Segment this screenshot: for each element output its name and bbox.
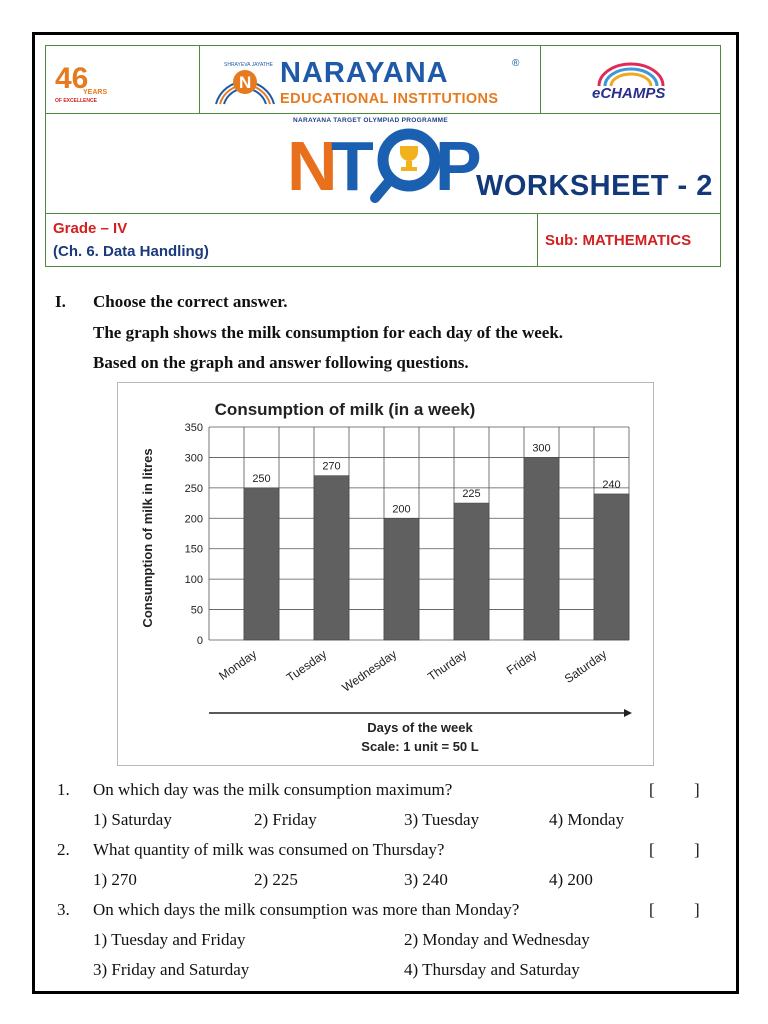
y-tick-label: 150: [184, 543, 203, 556]
answer-option: 1) Saturday: [93, 810, 172, 829]
bar-value-label: 200: [392, 503, 411, 516]
header-divider-top: [45, 113, 721, 114]
chapter-label: (Ch. 6. Data Handling): [53, 243, 209, 260]
section-line-3: Based on the graph and answer following questions.: [93, 353, 469, 372]
narayana-emblem-icon: [210, 56, 280, 112]
bar: [244, 488, 279, 640]
worksheet-title: WORKSHEET - 2: [476, 170, 713, 202]
grade-label: Grade – IV: [53, 220, 128, 237]
answer-option: 4) 200: [549, 870, 593, 889]
narayana-logo: [210, 56, 530, 112]
section-line-2: The graph shows the milk consumption for each day of the week.: [93, 323, 564, 342]
answer-option: 3) Friday and Saturday: [93, 960, 250, 979]
section-number: I.: [55, 292, 66, 311]
scale-note: Scale: 1 unit = 50 L: [361, 739, 479, 754]
bar-value-label: 300: [532, 442, 551, 455]
y-tick-label: 250: [184, 482, 203, 495]
chart-title: Consumption of milk (in a week): [214, 400, 476, 419]
bar-value-label: 240: [602, 478, 621, 491]
answer-option: 2) Monday and Wednesday: [404, 930, 590, 949]
bar: [594, 494, 629, 640]
answer-bracket-close: ]: [694, 900, 700, 919]
category-label: Friday: [503, 646, 540, 678]
answer-bracket-close: ]: [694, 780, 700, 799]
echamps-arc-icon: [585, 58, 677, 88]
question-text: On which day was the milk consumption maximum?: [93, 780, 453, 799]
chart-container: [117, 382, 654, 766]
header-divider-bottom: [45, 213, 721, 214]
x-axis-label: Days of the week: [367, 720, 473, 735]
logo-divider-right: [540, 45, 541, 113]
answer-option: 1) 270: [93, 870, 137, 889]
answer-option: 2) Friday: [254, 810, 317, 829]
years-number: 46: [55, 62, 89, 95]
y-axis-label: Consumption of milk in litres: [140, 448, 155, 628]
bar-value-label: 225: [462, 488, 481, 501]
question-number: 3.: [57, 900, 70, 919]
bar: [384, 518, 419, 640]
years-word: YEARS: [83, 89, 108, 96]
answer-option: 2) 225: [254, 870, 298, 889]
category-label: Tuesday: [283, 646, 330, 685]
answer-option: 4) Monday: [549, 810, 625, 829]
logo-divider-left: [199, 45, 200, 113]
bar: [314, 476, 349, 640]
answer-option: 1) Tuesday and Friday: [93, 930, 246, 949]
ntop-caption: NARAYANA TARGET OLYMPIAD PROGRAMME: [293, 117, 449, 124]
subject-label: Sub: MATHEMATICS: [545, 232, 692, 249]
y-tick-label: 50: [190, 604, 203, 617]
ntop-letter-t: T: [331, 127, 374, 204]
category-label: Thurday: [425, 646, 470, 684]
years-excellence: OF EXCELLENCE: [55, 98, 97, 104]
brand-name: NARAYANA: [280, 57, 449, 89]
y-tick-label: 0: [196, 635, 203, 647]
y-tick-label: 300: [184, 452, 203, 465]
bar-chart: [118, 383, 655, 767]
answer-bracket-open: [: [649, 780, 655, 799]
trophy-icon: [400, 146, 418, 161]
bar: [454, 503, 489, 640]
answer-option: 3) 240: [404, 870, 448, 889]
subject-divider: [537, 213, 538, 267]
answer-option: 4) Thursday and Saturday: [404, 960, 580, 979]
question-text: What quantity of milk was consumed on Thursday?: [93, 840, 445, 859]
category-label: Wednesday: [339, 646, 400, 695]
answer-bracket-open: [: [649, 900, 655, 919]
brand-tagline: SHRAYEVA JAYATHE: [224, 62, 273, 68]
question-text: On which days the milk consumption was more than Monday?: [93, 900, 520, 919]
y-tick-label: 100: [184, 574, 203, 587]
x-axis-arrowhead: [624, 709, 632, 717]
bar-value-label: 250: [252, 472, 271, 485]
ntop-letter-n: N: [287, 127, 338, 204]
ntop-logo: [287, 124, 487, 204]
registered-mark: ®: [512, 58, 520, 69]
answer-bracket-close: ]: [694, 840, 700, 859]
brand-subtitle: EDUCATIONAL INSTITUTIONS: [280, 91, 499, 107]
category-label: Monday: [216, 646, 260, 683]
echamps-text: eCHAMPS: [592, 85, 666, 102]
y-tick-label: 200: [184, 513, 203, 526]
question-number: 1.: [57, 780, 70, 799]
category-label: Saturday: [561, 646, 610, 687]
years-of-excellence-logo: [53, 58, 115, 108]
answer-option: 3) Tuesday: [404, 810, 480, 829]
echamps-logo: [585, 58, 677, 106]
svg-text:N: N: [239, 73, 252, 92]
y-tick-label: 350: [184, 422, 203, 434]
bar: [524, 457, 559, 640]
section-heading: Choose the correct answer.: [93, 292, 288, 311]
answer-bracket-open: [: [649, 840, 655, 859]
ntop-letter-p: P: [435, 127, 482, 204]
bar-value-label: 270: [322, 460, 341, 473]
question-number: 2.: [57, 840, 70, 859]
